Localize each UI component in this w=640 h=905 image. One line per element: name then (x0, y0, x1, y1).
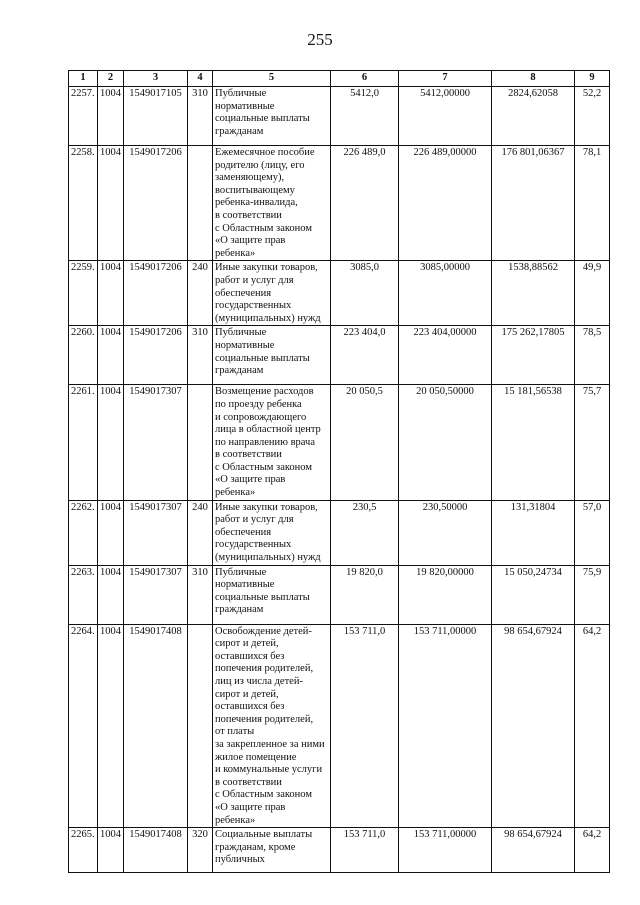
row-number: 2263. (69, 565, 98, 624)
approved-amount: 5412,0 (331, 87, 399, 146)
column-header: 2 (98, 71, 124, 87)
table-row (69, 385, 610, 500)
expense-name-line: работ и услуг для (215, 274, 294, 286)
expense-name-line: Публичные (215, 327, 267, 339)
expense-name-line: Иные закупки товаров, (215, 501, 318, 513)
expense-name-line: Возмещение расходов (215, 386, 314, 398)
execution-percent: 75,9 (575, 565, 610, 624)
column-header: 4 (188, 71, 213, 87)
row-number: 2257. (69, 87, 98, 146)
row-number: 2258. (69, 146, 98, 261)
execution-percent: 78,1 (575, 146, 610, 261)
expense-name-line: нормативные (215, 339, 275, 351)
expense-name-line: и сопровождающего (215, 411, 307, 423)
expense-type-code: 240 (188, 500, 213, 565)
expense-name-line: гражданам (215, 604, 264, 616)
expense-name-line: «О защите прав (215, 801, 286, 813)
expense-name-line: родителю (лицу, его (215, 159, 305, 171)
expense-name (213, 828, 331, 873)
row-number: 2262. (69, 500, 98, 565)
target-article-code: 1549017206 (124, 326, 188, 385)
expense-name-line: лиц из числа детей- (215, 676, 303, 687)
row-number: 2261. (69, 385, 98, 500)
expense-name-line: с Областным законом (215, 789, 312, 801)
expense-name-line: (муниципальных) нужд (215, 312, 321, 324)
executed-amount: 98 654,67924 (492, 624, 575, 828)
refined-amount: 20 050,50000 (399, 385, 492, 500)
expense-name (213, 261, 331, 326)
expense-name-line: воспитывающему (215, 184, 295, 196)
section-code: 1004 (98, 326, 124, 385)
execution-percent: 75,7 (575, 385, 610, 500)
header-row (69, 71, 610, 87)
target-article-code: 1549017307 (124, 500, 188, 565)
refined-amount: 226 489,00000 (399, 146, 492, 261)
target-article-code: 1549017307 (124, 385, 188, 500)
column-header: 8 (492, 71, 575, 87)
row-number: 2265. (69, 828, 98, 873)
expense-name-line: обеспечения (215, 526, 272, 538)
section-code: 1004 (98, 87, 124, 146)
expense-name-line: социальные выплаты (215, 591, 310, 603)
execution-percent: 64,2 (575, 624, 610, 828)
approved-amount: 226 489,0 (331, 146, 399, 261)
target-article-code: 1549017307 (124, 565, 188, 624)
expense-name-line: ребенка» (215, 247, 256, 259)
expense-name-line: работ и услуг для (215, 514, 294, 526)
execution-percent: 78,5 (575, 326, 610, 385)
expense-type-code (188, 624, 213, 828)
expense-name-line: ребенка» (215, 487, 256, 499)
expense-name (213, 500, 331, 565)
expense-name-line: (муниципальных) нужд (215, 552, 321, 564)
expense-name-line: государственных (215, 539, 292, 551)
executed-amount: 15 050,24734 (492, 565, 575, 624)
expense-name-line: гражданам, кроме (215, 841, 296, 853)
expense-name-line: по проезду ребенка (215, 398, 302, 410)
execution-percent: 64,2 (575, 828, 610, 873)
refined-amount: 3085,00000 (399, 261, 492, 326)
expense-name-line: обеспечения (215, 287, 272, 299)
expense-name-line: гражданам (215, 125, 264, 137)
page-number: 255 (307, 30, 333, 49)
section-code: 1004 (98, 385, 124, 500)
approved-amount: 153 711,0 (331, 624, 399, 828)
table-row (69, 500, 610, 565)
expense-name-line: государственных (215, 300, 292, 312)
column-header: 9 (575, 71, 610, 87)
expense-name-line: с Областным законом (215, 461, 312, 473)
expense-name-line: сирот и детей, (215, 638, 279, 650)
expense-name-line: нормативные (215, 579, 275, 591)
expense-name-line: жилое помещение (215, 751, 297, 763)
expense-name-line: в соответствии (215, 209, 282, 221)
column-header: 1 (69, 71, 98, 87)
approved-amount: 223 404,0 (331, 326, 399, 385)
budget-table (68, 70, 610, 873)
expense-name-line: за закрепленное за ними (215, 738, 325, 750)
expense-name-line: в соответствии (215, 776, 282, 788)
table-row (69, 624, 610, 828)
expense-name-line: по направлению врача (215, 436, 315, 448)
executed-amount: 176 801,06367 (492, 146, 575, 261)
approved-amount: 230,5 (331, 500, 399, 565)
expense-type-code (188, 146, 213, 261)
expense-type-code (188, 385, 213, 500)
expense-name-line: от платы (215, 726, 255, 738)
executed-amount: 98 654,67924 (492, 828, 575, 873)
expense-type-code: 310 (188, 326, 213, 385)
section-code: 1004 (98, 624, 124, 828)
section-code: 1004 (98, 500, 124, 565)
expense-name-line: Освобождение детей- (215, 625, 312, 637)
section-code: 1004 (98, 146, 124, 261)
table-row (69, 87, 610, 146)
table-body (69, 87, 610, 873)
target-article-code: 1549017408 (124, 828, 188, 873)
expense-name-line: сирот и детей, (215, 688, 279, 700)
expense-type-code: 310 (188, 87, 213, 146)
table-row (69, 565, 610, 624)
refined-amount: 153 711,00000 (399, 828, 492, 873)
execution-percent: 49,9 (575, 261, 610, 326)
table-row (69, 828, 610, 873)
expense-name-line: Публичные (215, 88, 267, 99)
expense-name-line: Иные закупки товаров, (215, 262, 318, 274)
expense-type-code: 320 (188, 828, 213, 873)
approved-amount: 153 711,0 (331, 828, 399, 873)
table-row (69, 326, 610, 385)
target-article-code: 1549017105 (124, 87, 188, 146)
refined-amount: 230,50000 (399, 500, 492, 565)
row-number: 2264. (69, 624, 98, 828)
expense-name (213, 326, 331, 385)
expense-name-line: социальные выплаты (215, 352, 310, 364)
column-header: 5 (213, 71, 331, 87)
refined-amount: 5412,00000 (399, 87, 492, 146)
expense-name-line: Ежемесячное пособие (215, 147, 315, 158)
expense-name-line: нормативные (215, 100, 275, 112)
approved-amount: 3085,0 (331, 261, 399, 326)
section-code: 1004 (98, 261, 124, 326)
execution-percent: 52,2 (575, 87, 610, 146)
row-number: 2260. (69, 326, 98, 385)
target-article-code: 1549017206 (124, 261, 188, 326)
expense-name-line: «О защите прав (215, 235, 286, 247)
section-code: 1004 (98, 828, 124, 873)
expense-name-line: «О защите прав (215, 474, 286, 486)
expense-name-line: оставшихся без (215, 650, 285, 662)
expense-name-line: гражданам (215, 365, 264, 377)
expense-type-code: 240 (188, 261, 213, 326)
expense-name-line: попечения родителей, (215, 713, 314, 725)
expense-name (213, 87, 331, 146)
table-row (69, 146, 610, 261)
expense-name-line: ребенка» (215, 814, 256, 826)
expense-name-line: в соответствии (215, 449, 282, 461)
expense-name (213, 624, 331, 828)
executed-amount: 1538,88562 (492, 261, 575, 326)
executed-amount: 175 262,17805 (492, 326, 575, 385)
expense-name (213, 565, 331, 624)
expense-name-line: социальные выплаты (215, 113, 310, 125)
executed-amount: 15 181,56538 (492, 385, 575, 500)
expense-name-line: и коммунальные услуги (215, 764, 323, 776)
refined-amount: 19 820,00000 (399, 565, 492, 624)
expense-name-line: заменяющему), (215, 172, 285, 184)
column-header: 6 (331, 71, 399, 87)
expense-name (213, 385, 331, 500)
expense-name-line: публичных (215, 854, 265, 866)
executed-amount: 131,31804 (492, 500, 575, 565)
row-number: 2259. (69, 261, 98, 326)
expense-name-line: оставшихся без (215, 701, 285, 713)
expense-name-line: ребенка-инвалида, (215, 197, 298, 209)
expense-name-line: попечения родителей, (215, 663, 314, 675)
target-article-code: 1549017206 (124, 146, 188, 261)
refined-amount: 223 404,00000 (399, 326, 492, 385)
approved-amount: 20 050,5 (331, 385, 399, 500)
approved-amount: 19 820,0 (331, 565, 399, 624)
expense-name-line: Социальные выплаты (215, 829, 313, 841)
expense-name-line: Публичные (215, 566, 267, 578)
table-row (69, 261, 610, 326)
executed-amount: 2824,62058 (492, 87, 575, 146)
section-code: 1004 (98, 565, 124, 624)
refined-amount: 153 711,00000 (399, 624, 492, 828)
expense-name (213, 146, 331, 261)
column-header: 3 (124, 71, 188, 87)
expense-type-code: 310 (188, 565, 213, 624)
execution-percent: 57,0 (575, 500, 610, 565)
target-article-code: 1549017408 (124, 624, 188, 828)
column-header: 7 (399, 71, 492, 87)
expense-name-line: лица в областной центр (215, 424, 321, 436)
expense-name-line: с Областным законом (215, 222, 312, 234)
